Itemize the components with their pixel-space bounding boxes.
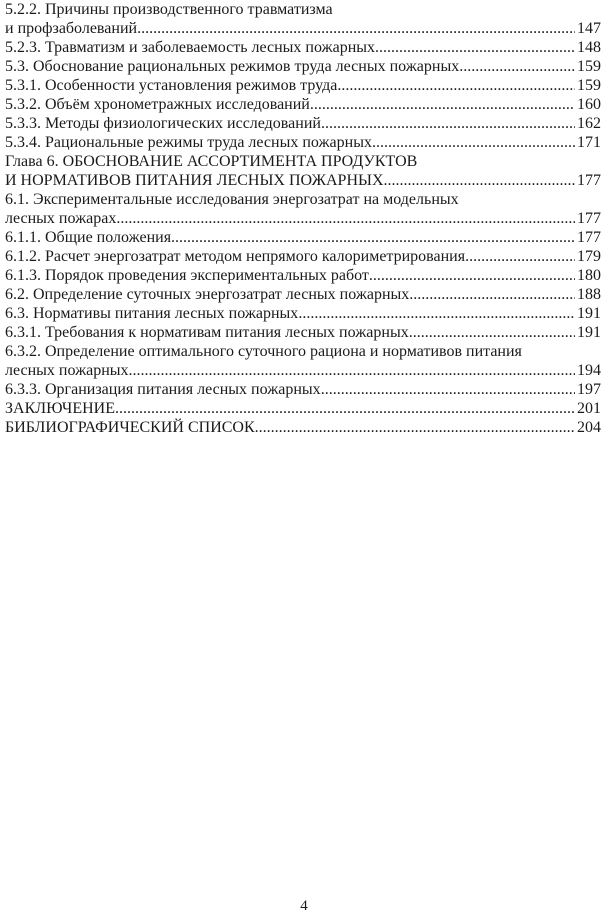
toc-entry xyxy=(5,380,601,399)
toc-entry xyxy=(5,57,601,76)
toc-entry-page: 177 xyxy=(577,229,601,246)
dot-leader xyxy=(409,285,575,304)
toc-entry-page: 179 xyxy=(577,248,601,265)
toc-entry xyxy=(5,152,601,190)
toc-entry-line xyxy=(5,0,601,19)
toc-entry-line xyxy=(5,95,601,114)
dot-leader xyxy=(384,171,575,190)
toc-entry-line xyxy=(5,152,601,171)
toc-entry-page: 201 xyxy=(577,400,601,417)
toc-entry-page: 204 xyxy=(577,419,601,436)
toc-entry xyxy=(5,133,601,152)
toc-entry-page: 180 xyxy=(577,267,601,284)
toc-entry-title: 6.2. Определение суточных энергозатрат лесных пожарных xyxy=(5,286,410,303)
dot-leader xyxy=(137,19,575,38)
toc-entry-title: 5.3.4. Рациональные режимы труда лесных пожарных xyxy=(5,134,372,151)
toc-entry-title: 5.3. Обоснование рациональных режимов труда лесных пожарных xyxy=(5,58,460,75)
toc-entry-line xyxy=(5,190,601,209)
toc-entry xyxy=(5,247,601,266)
toc-entry-page: 160 xyxy=(577,96,601,113)
toc-entry-title: ЗАКЛЮЧЕНИЕ xyxy=(5,400,115,417)
toc-entry-title: 5.2.2. Причины производственного травматизма xyxy=(5,1,333,18)
toc-entry-title: 5.3.2. Объём хронометражных исследований xyxy=(5,96,310,113)
toc-entry xyxy=(5,399,601,418)
toc-entry-title: 6.1.1. Общие положения xyxy=(5,229,172,246)
toc-entry-line xyxy=(5,57,601,76)
toc-entry-line xyxy=(5,380,601,399)
dot-leader xyxy=(337,76,575,95)
toc-entry-line xyxy=(5,133,601,152)
toc-entry-title: 6.1.3. Порядок проведения экспериментальных работ xyxy=(5,267,369,284)
toc-entry xyxy=(5,285,601,304)
toc-entry-line xyxy=(5,342,601,361)
toc-entry-title: лесных пожарных xyxy=(5,362,129,379)
dot-leader xyxy=(375,38,575,57)
toc-entry-title: и профзаболеваний xyxy=(5,20,138,37)
toc-entry xyxy=(5,228,601,247)
toc-entry xyxy=(5,266,601,285)
toc-entry-title: БИБЛИОГРАФИЧЕСКИЙ СПИСОК xyxy=(5,419,255,436)
toc-entry xyxy=(5,190,601,228)
toc-entry-title: 5.3.3. Методы физиологических исследований xyxy=(5,115,321,132)
dot-leader xyxy=(171,228,575,247)
toc-entry xyxy=(5,0,601,38)
toc-entry-title: 6.3.1. Требования к нормативам питания лесных пожарных xyxy=(5,324,409,341)
toc-entry-page: 194 xyxy=(577,362,601,379)
toc-entry-title: 5.3.1. Особенности установления режимов труда xyxy=(5,77,338,94)
toc-entry-page: 148 xyxy=(577,39,601,56)
table-of-contents xyxy=(5,0,601,437)
toc-entry-title: 6.1.2. Расчет энергозатрат методом непрямого калориметрирования xyxy=(5,248,466,265)
page-number: 4 xyxy=(300,898,308,914)
toc-entry-line xyxy=(5,114,601,133)
dot-leader xyxy=(321,380,575,399)
toc-entry-title: 6.3. Нормативы питания лесных пожарных xyxy=(5,305,299,322)
toc-entry xyxy=(5,114,601,133)
dot-leader xyxy=(321,114,575,133)
dot-leader xyxy=(115,399,575,418)
toc-entry-title: И НОРМАТИВОВ ПИТАНИЯ ЛЕСНЫХ ПОЖАРНЫХ xyxy=(5,172,384,189)
toc-entry xyxy=(5,95,601,114)
toc-entry-line xyxy=(5,19,601,38)
dot-leader xyxy=(116,209,575,228)
toc-entry-line xyxy=(5,399,601,418)
dot-leader xyxy=(255,418,575,437)
toc-entry-line xyxy=(5,247,601,266)
toc-entry-line xyxy=(5,228,601,247)
toc-entry-line xyxy=(5,361,601,380)
toc-entry-line xyxy=(5,38,601,57)
toc-entry xyxy=(5,342,601,380)
dot-leader xyxy=(465,247,575,266)
toc-entry xyxy=(5,304,601,323)
toc-entry-line xyxy=(5,266,601,285)
dot-leader xyxy=(310,95,575,114)
toc-entry-line xyxy=(5,418,601,437)
toc-entry-line xyxy=(5,76,601,95)
toc-entry xyxy=(5,76,601,95)
toc-entry-page: 177 xyxy=(577,172,601,189)
dot-leader xyxy=(372,133,575,152)
toc-entry xyxy=(5,323,601,342)
toc-entry xyxy=(5,38,601,57)
toc-entry-page: 171 xyxy=(577,134,601,151)
toc-entry-page: 177 xyxy=(577,210,601,227)
toc-entry-page: 188 xyxy=(577,286,601,303)
toc-entry-title: лесных пожарах xyxy=(5,210,117,227)
dot-leader xyxy=(459,57,575,76)
toc-entry-line xyxy=(5,285,601,304)
toc-entry-title: 6.3.3. Организация питания лесных пожарных xyxy=(5,381,321,398)
dot-leader xyxy=(129,361,575,380)
toc-entry-page: 159 xyxy=(577,77,601,94)
dot-leader xyxy=(369,266,575,285)
toc-entry-page: 191 xyxy=(577,305,601,322)
toc-entry-line xyxy=(5,304,601,323)
toc-entry-page: 147 xyxy=(577,20,601,37)
toc-entry-page: 197 xyxy=(577,381,601,398)
toc-entry xyxy=(5,418,601,437)
toc-entry-title: 5.2.3. Травматизм и заболеваемость лесных пожарных xyxy=(5,39,376,56)
dot-leader xyxy=(298,304,575,323)
dot-leader xyxy=(409,323,575,342)
toc-entry-title: 6.1. Экспериментальные исследования энергозатрат на модельных xyxy=(5,191,459,208)
toc-entry-line xyxy=(5,323,601,342)
toc-entry-page: 191 xyxy=(577,324,601,341)
toc-entry-title: 6.3.2. Определение оптимального суточного рациона и нормативов питания xyxy=(5,343,522,360)
toc-entry-line xyxy=(5,209,601,228)
toc-entry-line xyxy=(5,171,601,190)
toc-entry-title: Глава 6. ОБОСНОВАНИЕ АССОРТИМЕНТА ПРОДУКТОВ xyxy=(5,153,418,170)
toc-entry-page: 159 xyxy=(577,58,601,75)
toc-entry-page: 162 xyxy=(577,115,601,132)
